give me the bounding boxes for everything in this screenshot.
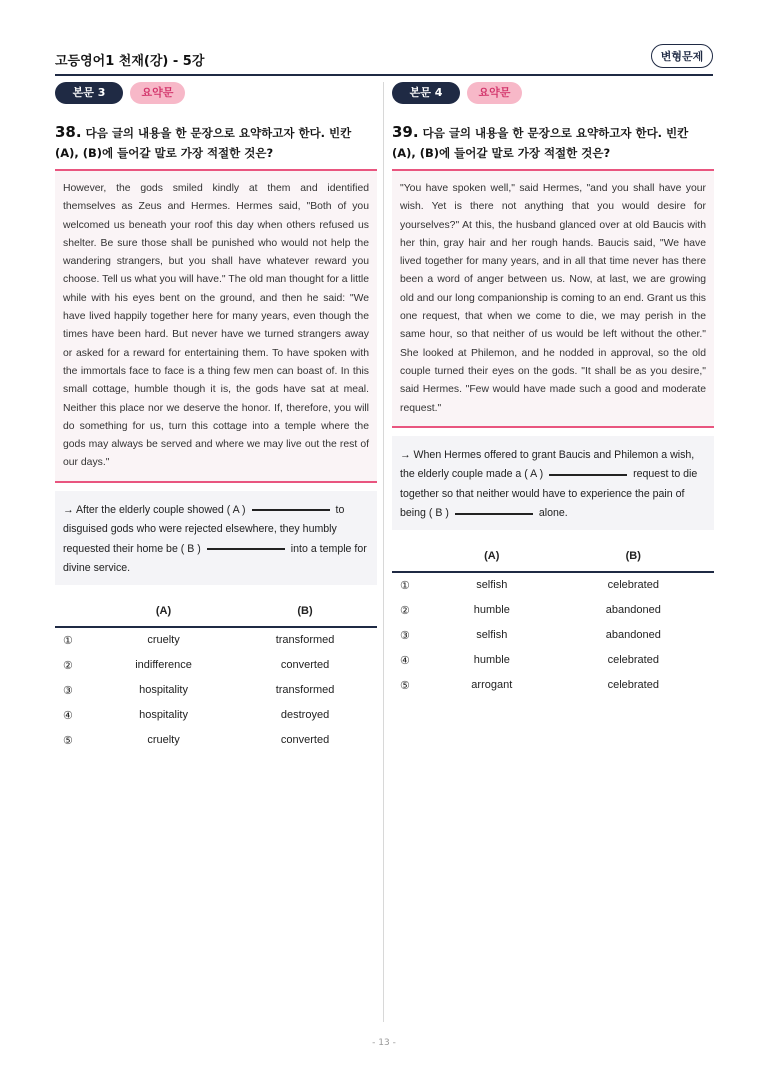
choice-b: destroyed — [280, 709, 330, 722]
choice-b: transformed — [275, 684, 335, 697]
choice-b: celebrated — [607, 579, 659, 592]
answer-choices — [392, 544, 714, 698]
choice-b: transformed — [275, 634, 335, 647]
blank-a — [252, 509, 330, 511]
question-number: 39. — [392, 123, 419, 141]
choice-number: ② — [63, 659, 73, 672]
choice-row[interactable] — [55, 627, 377, 653]
choice-number: ⑤ — [400, 679, 410, 692]
page-header — [55, 44, 713, 76]
choice-a: arrogant — [471, 679, 513, 692]
summary-tag: 요약문 — [130, 82, 185, 104]
choice-b: converted — [280, 734, 330, 747]
choice-a: hospitality — [139, 684, 188, 697]
blank-b — [455, 513, 533, 515]
choice-a: humble — [473, 604, 510, 617]
choice-b: celebrated — [607, 679, 659, 692]
question-39 — [392, 82, 714, 698]
choice-row[interactable] — [392, 673, 714, 698]
summary-part-3: into a temple for divine service. — [63, 542, 367, 575]
choice-b: converted — [280, 659, 330, 672]
choice-number: ③ — [400, 629, 410, 642]
page-title: 고등영어1 천재(강) - 5강 — [55, 54, 205, 69]
choice-row[interactable] — [55, 653, 377, 678]
question-number: 38. — [55, 123, 82, 141]
blank-a — [549, 474, 627, 476]
question-text: 다음 글의 내용을 한 문장으로 요약하고자 한다. 빈칸 (A), (B)에 들어갈 말로 가장 적절한 것은? — [392, 126, 689, 160]
choice-number: ② — [400, 604, 410, 617]
blank-b — [207, 548, 285, 550]
summary-part-2: to disguised gods who were rejected elsewhere, they humbly requested their home be ( B ) — [63, 503, 345, 555]
passage-text: "You have spoken well," said Hermes, "and you shall have your wish. Yet is there not anything that you would desire for yourselves?" At this, the husband glanced over at old Baucis with her thin, gray hair and her rough hands. Baucis said, "We have lived together for many years, and in all that time never has there been a word of anger between us. Now, at last, we are growing old and our long companionship is coming to an end. Grant us this one request, that when we come to die, we may perish in the same hour, so that neither of us would be left without the other." She looked at Philemon, and he nodded in approval, so the old couple turned their eyes on the gods. "It shall be as you desire," said Hermes. "Few would have made such a good and moderate request." — [392, 171, 714, 428]
choice-row[interactable] — [392, 623, 714, 648]
passage-tag: 본문 4 — [392, 82, 460, 104]
summary-part-1: → When Hermes offered to grant Baucis and Philemon a wish, the elderly couple made a ( A ) — [400, 448, 695, 481]
choice-number: ① — [400, 579, 410, 592]
summary-part-1: → After the elderly couple showed ( A ) — [63, 503, 246, 516]
choice-a: selfish — [476, 579, 508, 592]
passage-text: However, the gods smiled kindly at them and identified themselves as Zeus and Hermes. Hermes said, "Both of you welcomed us beneath your roof this day when others refused us shelter. Be sure those shall be punished who would not help the wandering strangers, but you shall have whatever reward you choose. Tell us what you will have." The old man thought for a little while with his eyes bent on the ground, and then he said: "We have lived happily together here for many years, even though the times have been hard. But never have we turned strangers away or asked for a reward for entertaining them. To have spoken with the immortals face to face is a thing few men can boast of. In this small cottage, humble though it is, the gods have sat at meal. Neither this place nor we deserve the honor. If, therefore, you will do something for us, turn this cottage into a temple where the gods may always be served and where we may live out the rest of our days." — [55, 171, 377, 483]
column-divider — [383, 82, 384, 1022]
summary-tag: 요약문 — [467, 82, 522, 104]
page-number: - 13 - — [372, 1038, 396, 1048]
choice-number: ① — [63, 634, 73, 647]
type-badge: 변형문제 — [651, 44, 713, 68]
choice-number: ④ — [63, 709, 73, 722]
answer-choices — [55, 599, 377, 753]
summary-part-2: request to die together so that neither would have to experience the pain of being ( B ) — [400, 468, 698, 520]
choice-row[interactable] — [392, 648, 714, 673]
column-a-header: (A) — [431, 544, 553, 572]
question-prompt — [392, 122, 714, 171]
summary-sentence — [55, 491, 377, 585]
choice-number: ⑤ — [63, 734, 73, 747]
question-38 — [55, 82, 377, 753]
column-b-header: (B) — [233, 599, 377, 627]
choice-row[interactable] — [392, 598, 714, 623]
passage-tag: 본문 3 — [55, 82, 123, 104]
column-a-header: (A) — [94, 599, 233, 627]
question-text: 다음 글의 내용을 한 문장으로 요약하고자 한다. 빈칸 (A), (B)에 들어갈 말로 가장 적절한 것은? — [55, 126, 352, 160]
choice-row[interactable] — [55, 703, 377, 728]
choice-b: celebrated — [607, 654, 659, 667]
choice-row[interactable] — [55, 728, 377, 753]
choice-row[interactable] — [392, 572, 714, 598]
choice-a: humble — [473, 654, 510, 667]
tags — [392, 82, 714, 106]
choice-a: selfish — [476, 629, 508, 642]
choice-a: cruelty — [147, 634, 180, 647]
question-prompt — [55, 122, 377, 171]
column-b-header: (B) — [553, 544, 714, 572]
choice-b: abandoned — [605, 604, 661, 617]
summary-sentence — [392, 436, 714, 530]
choice-a: indifference — [135, 659, 192, 672]
choice-b: abandoned — [605, 629, 661, 642]
summary-part-3: alone. — [538, 507, 568, 520]
choice-row[interactable] — [55, 678, 377, 703]
choice-a: hospitality — [139, 709, 188, 722]
choice-number: ③ — [63, 684, 73, 697]
choice-number: ④ — [400, 654, 410, 667]
tags — [55, 82, 377, 106]
choice-a: cruelty — [147, 734, 180, 747]
